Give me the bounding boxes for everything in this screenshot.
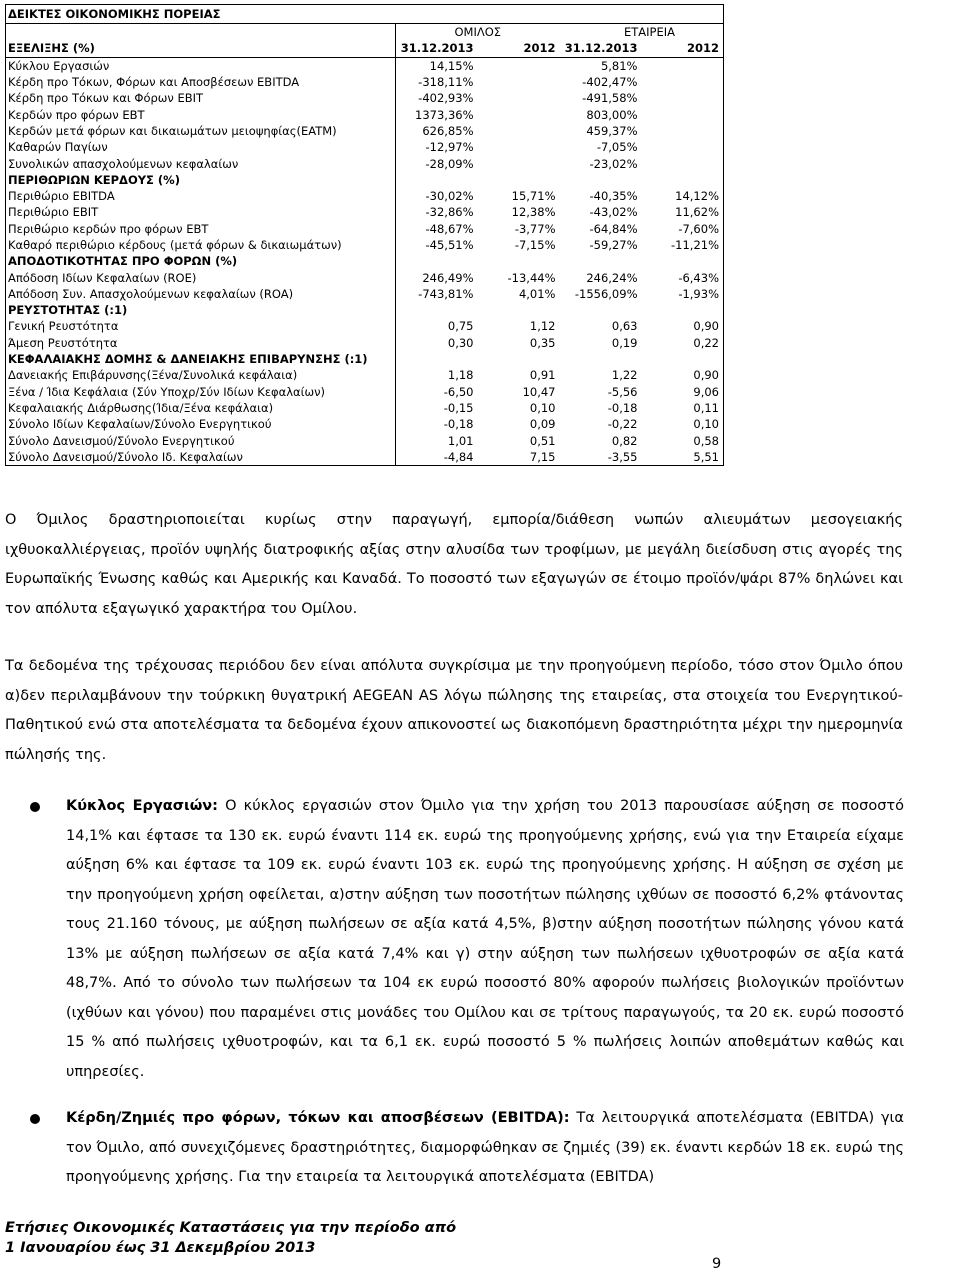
paragraph-activity: Ο Όμιλος δραστηριοποιείται κυρίως στην παραγωγή, εμπορία/διάθεση νωπών αλιευμάτων μεσογειακής ιχθυοκαλλιέργειας, προϊόν υψηλής διατροφικής αξίας στην αλυσίδα των τροφίμων, με μεγάλη διείσδυση στις αγορές της Ευρωπαϊκής Ένωσης καθώς και Αμερικής και Καναδά. Το ποσοστό των εξαγωγών σε έτοιμο προϊόν/ψάρι 87% δηλώνει και τον απόλυτα εξαγωγικό χαρακτήρα του Ομίλου. (5, 512, 903, 617)
row-value (642, 155, 724, 171)
row-value (478, 57, 560, 74)
group-omilos: ΟΜΙΛΟΣ (396, 24, 560, 41)
row-value: -743,81% (396, 286, 478, 302)
row-value: 4,01% (518, 286, 556, 301)
table-row (6, 204, 724, 220)
header-label: ΕΞΕΛΙΞΗΣ (%) (6, 40, 396, 57)
bullet-turnover-body: Ο κύκλος εργασιών στον Όμιλο για την χρήση του 2013 παρουσίασε αύξηση σε ποσοστό 14,1% και έφτασε τα 130 εκ. ευρώ έναντι 114 εκ. ευρώ της προηγούμενης χρήσης, ενώ για την Εταιρεία είχαμε αύξηση 6% και έφτασε τα 109 εκ. ευρώ έναντι 103 εκ. ευρώ της προηγούμενης χρήσης. Η αύξηση σε σχέση με την προηγούμενη χρήση οφείλεται, α)στην αύξηση των ποσοτήτων πώλησης ιχθύων σε ποσοστό 6,2% φτάνοντας τους 21.160 τόνους, με αύξηση πωλήσεων σε αξία κατά 4,5%, β)στην αύξηση ποσοτήτων πώλησης γόνου κατά 13% με αύξηση πωλήσεων σε αξία κατά 7,4% και γ) στην αύξηση των πωλήσεων ιχθυοτροφών σε αξία κατά 48,7%. Από το σύνολο των πωλήσεων τα 104 εκ ευρώ ποσοστό 80% αφορούν πωλήσεις βιολογικών προϊόντων (ιχθύων και γόνου) που παραμένει στις μονάδες του Ομίλου και σε τρίτους παραγωγούς, τα 20 εκ. ευρώ ποσοστό 15 % από πωλήσεις ιχθυοτροφών, και τα 6,1 εκ. ευρώ ποσοστό 5 % πωλήσεις λοιπών αποθεμάτων καθώς και υπηρεσίες. (66, 798, 904, 1080)
row-label: Απόδοση Ιδίων Κεφαλαίων (ROE) (8, 270, 197, 285)
row-value: 0,10 (529, 400, 556, 415)
section-header: ΑΠΟΔΟΤΙΚΟΤΗΤΑΣ ΠΡΟ ΦΟΡΩΝ (%) (8, 254, 238, 269)
row-label: Κέρδη προ Τόκων, Φόρων και Αποσβέσεων EBITDA (8, 75, 300, 90)
table-row (6, 449, 724, 466)
row-value: 1,12 (529, 319, 556, 334)
row-value: -0,15 (396, 400, 478, 416)
row-value: -1556,09% (574, 286, 638, 301)
row-label: Συνολικών απασχολούμενων κεφαλαίων (8, 156, 239, 171)
row-value: 0,75 (396, 318, 478, 334)
row-label: Κεφαλαιακής Διάρθωσης(Ίδια/Ξένα κεφάλαια) (8, 400, 274, 415)
row-value (478, 106, 560, 122)
table-title: ΔΕΙΚΤΕΣ ΟΙΚΟΝΟΜΙΚΗΣ ΠΟΡΕΙΑΣ (6, 5, 724, 24)
row-label: Απόδοση Συν. Απασχολούμενων κεφαλαίων (ROA) (8, 286, 294, 301)
row-value: -0,18 (607, 400, 638, 415)
row-value: 0,63 (611, 319, 638, 334)
row-value: -1,93% (678, 286, 719, 301)
row-value: 1,22 (611, 368, 638, 383)
row-value: -491,58% (582, 91, 638, 106)
footer (5, 1218, 456, 1258)
table-row (6, 74, 724, 90)
row-value (642, 123, 724, 139)
row-value: 0,51 (529, 433, 556, 448)
table-row (6, 57, 724, 74)
group-etaireia: ΕΤΑΙΡΕΙΑ (623, 25, 675, 40)
header-date: 31.12.2013 (560, 40, 642, 57)
table-row (6, 106, 724, 122)
table-row (6, 367, 724, 383)
row-label: Περιθώριο EBITDA (8, 189, 115, 204)
row-value: -4,84 (396, 449, 478, 466)
table-row (6, 90, 724, 106)
page-number: 9 (712, 1256, 722, 1272)
row-value: 1373,36% (396, 106, 478, 122)
row-value: 803,00% (586, 107, 638, 122)
row-value: -0,22 (607, 417, 638, 432)
table-title-row (6, 5, 724, 24)
table-row (6, 237, 724, 253)
row-value: 0,09 (529, 417, 556, 432)
row-value: -28,09% (396, 155, 478, 171)
row-value: -7,60% (678, 221, 719, 236)
row-value: 12,38% (511, 205, 556, 220)
row-value: -318,11% (396, 74, 478, 90)
row-value: 0,22 (693, 335, 719, 350)
row-value (478, 74, 560, 90)
row-value: -64,84% (589, 221, 638, 236)
row-label: Κύκλου Εργασιών (8, 58, 110, 73)
row-label: Άμεση Ρευστότητα (8, 335, 118, 350)
table-header-row (6, 40, 724, 57)
table-row (6, 432, 724, 448)
table-row (6, 139, 724, 155)
row-value: 0,90 (693, 368, 719, 383)
table-row (6, 286, 724, 302)
row-value: -7,15% (514, 238, 556, 252)
row-value: 626,85% (396, 123, 478, 139)
row-value: -40,35% (589, 189, 638, 204)
section-header-row (6, 302, 724, 318)
row-value: -0,18 (396, 416, 478, 432)
row-label: Καθαρών Παγίων (8, 140, 108, 155)
row-value: 0,58 (693, 433, 719, 448)
row-value (642, 74, 724, 90)
section-header-row (6, 351, 724, 367)
row-label: Σύνολο Δανεισμού/Σύνολο Ιδ. Κεφαλαίων (8, 449, 243, 464)
section-header-row (6, 253, 724, 269)
table-row (6, 123, 724, 139)
row-value (478, 155, 560, 171)
row-label: Κέρδη προ Τόκων και Φόρων EBIT (8, 91, 204, 106)
row-value: -13,44% (507, 270, 556, 285)
footer-line-1: Ετήσιες Οικονομικές Καταστάσεις για την περίοδο από (5, 1220, 457, 1236)
row-value (478, 139, 560, 155)
row-value: 14,12% (675, 189, 719, 204)
table-row (6, 416, 724, 432)
section-header: ΚΕΦΑΛΑΙΑΚΗΣ ΔΟΜΗΣ & ΔΑΝΕΙΑΚΗΣ ΕΠΙΒΑΡΥΝΣΗΣ (:1) (8, 352, 368, 367)
row-value: 246,49% (396, 269, 478, 285)
row-value: 14,15% (396, 57, 478, 74)
table-row (6, 269, 724, 285)
row-value (478, 123, 560, 139)
row-value: 1,01 (396, 432, 478, 448)
row-value: -11,21% (671, 238, 719, 252)
row-label: Ξένα / Ίδια Κεφάλαια (Σύν Υποχρ/Σύν Ιδίων Κεφαλαίων) (8, 384, 326, 399)
financial-indicators-table (5, 4, 724, 466)
row-label: Κερδών μετά φόρων και δικαιωμάτων μειοψηφίας(EATM) (8, 123, 337, 138)
table-row (6, 400, 724, 416)
row-value (642, 139, 724, 155)
row-value (642, 90, 724, 106)
bullet-ebitda-body: Τα λειτουργικά αποτελέσματα (EBITDA) για τον Όμιλο, από συνεχιζόμενες δραστηριότητες, διαμορφώθηκαν σε ζημιές (39) εκ. έναντι κερδών 18 εκ. ευρώ της προηγούμενης χρήσης. Για την εταιρεία τα λειτουργικά αποτελέσματα (EBITDA) (66, 1110, 904, 1185)
row-value: 10,47 (522, 384, 556, 399)
row-value: 7,15 (529, 449, 556, 464)
row-value: -6,50 (396, 384, 478, 400)
row-value: -45,51% (396, 237, 478, 253)
footer-line-2: 1 Ιανουαρίου έως 31 Δεκεμβρίου 2013 (5, 1240, 316, 1256)
row-value: 459,37% (586, 123, 638, 138)
table-row (6, 384, 724, 400)
bullet-ebitda-title: Κέρδη/Ζημιές προ φόρων, τόκων και αποσβέσεων (EBITDA): (66, 1110, 570, 1126)
bullet-turnover-title: Κύκλος Εργασιών: (66, 798, 218, 814)
row-value: -6,43% (678, 270, 719, 285)
row-label: Περιθώριο EBIT (8, 205, 99, 220)
row-value: -5,56 (607, 384, 638, 399)
table-group-row (6, 24, 724, 41)
bullet-icon (30, 802, 40, 812)
row-value: -59,27% (589, 238, 638, 252)
row-value: -402,47% (582, 75, 638, 90)
row-label: Σύνολο Δανεισμού/Σύνολο Ενεργητικού (8, 433, 235, 448)
row-value: 0,11 (693, 400, 719, 415)
table-row (6, 155, 724, 171)
bullet-ebitda (66, 1104, 904, 1193)
header-date: 31.12.2013 (396, 40, 478, 57)
paragraph-comparability: Τα δεδομένα της τρέχουσας περιόδου δεν είναι απόλυτα συγκρίσιμα με την προηγούμενη περίοδο, τόσο στον Όμιλο όπου α)δεν περιλαμβάνουν την τούρκικη θυγατρική AEGEAN AS λόγω πώλησης της εταιρείας, στα στοιχεία του Ενεργητικού-Παθητικού ενώ στα αποτελέσματα τα δεδομένα έχουν απικονοστεί ως διακοπόμενη δραστηριότητα μέχρι την ημερομηνία πώλησής της. (5, 658, 903, 763)
row-value: 246,24% (586, 270, 638, 285)
table-row (6, 221, 724, 237)
row-value: 5,81% (600, 58, 638, 73)
row-label: Σύνολο Ιδίων Κεφαλαίων/Σύνολο Ενεργητικού (8, 417, 272, 432)
row-value: 5,51 (693, 449, 719, 464)
row-value: -3,55 (607, 449, 638, 464)
table-row (6, 188, 724, 204)
row-value: -43,02% (589, 205, 638, 220)
row-value: -12,97% (396, 139, 478, 155)
row-value: 9,06 (693, 384, 719, 399)
section-header: ΡΕΥΣΤΟΤΗΤΑΣ (:1) (8, 303, 128, 318)
row-label: Κερδών προ φόρων EBT (8, 107, 145, 122)
section-header-row (6, 172, 724, 188)
row-label: Περιθώριο κερδών προ φόρων EBT (8, 221, 209, 236)
row-value: 1,18 (396, 367, 478, 383)
row-value: 0,35 (529, 335, 556, 350)
row-label: Γενική Ρευστότητα (8, 319, 119, 334)
row-label: Δανειακής Επιβάρυνσης(Ξένα/Συνολικά κεφάλαια) (8, 368, 298, 383)
row-label: Καθαρό περιθώριο κέρδους (μετά φόρων & δικαιωμάτων) (8, 238, 342, 252)
row-value: -402,93% (396, 90, 478, 106)
row-value: 0,91 (529, 368, 556, 383)
header-date: 2012 (642, 40, 724, 57)
row-value (642, 57, 724, 74)
row-value: -7,05% (596, 140, 638, 155)
row-value: 0,90 (693, 319, 719, 334)
row-value: -3,77% (514, 221, 556, 236)
row-value: -48,67% (396, 221, 478, 237)
row-value: 0,10 (693, 417, 719, 432)
row-value (478, 90, 560, 106)
row-value: 0,19 (611, 335, 638, 350)
section-header: ΠΕΡΙΘΩΡΙΩΝ ΚΕΡΔΟΥΣ (%) (8, 172, 180, 187)
row-value: 15,71% (511, 189, 556, 204)
bullet-icon (30, 1114, 40, 1124)
bullet-turnover (66, 792, 904, 1087)
row-value (642, 106, 724, 122)
row-value: 11,62% (675, 205, 719, 220)
row-value: 0,82 (611, 433, 638, 448)
row-value: -32,86% (396, 204, 478, 220)
row-value: -23,02% (589, 156, 638, 171)
table-row (6, 318, 724, 334)
header-date: 2012 (478, 40, 560, 57)
table-row (6, 335, 724, 351)
row-value: 0,30 (396, 335, 478, 351)
row-value: -30,02% (396, 188, 478, 204)
